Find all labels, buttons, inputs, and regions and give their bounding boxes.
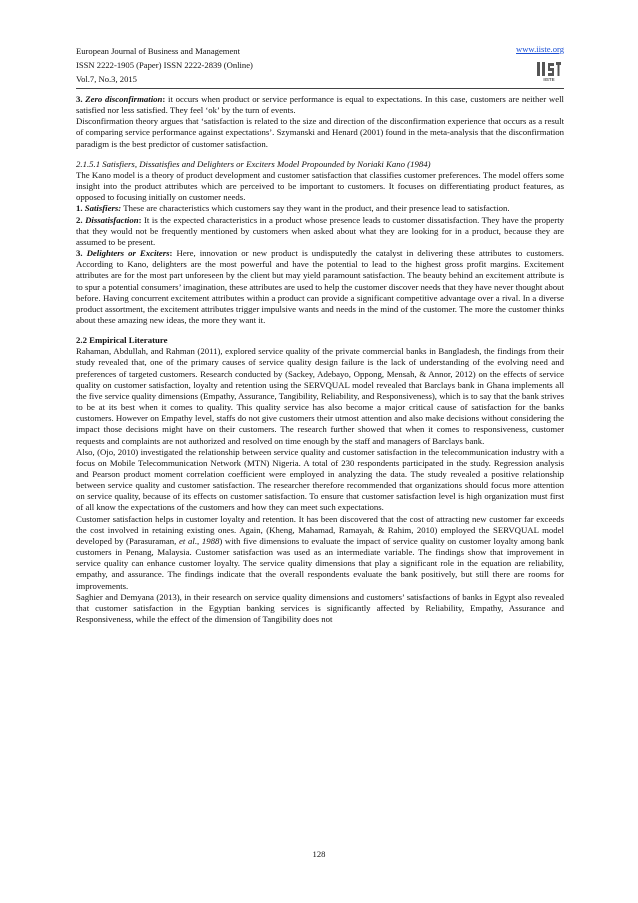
paragraph-satisfiers: 1. Satisfiers: These are characteristics which customers say they want in the product, and their presence lead to satisfaction. bbox=[76, 203, 510, 214]
term: Delighters or Exciters bbox=[86, 248, 170, 259]
running-header bbox=[76, 44, 253, 87]
paragraph-rahaman: Rahaman, Abdullah, and Rahman (2011), explored service quality of the private commercial banks in Bangladesh, the findings from their study revealed that, one of the primary causes of service quality design failure is the lack of understanding of the evolving need and preferences of targeted customers. Research conducted by (Sackey, Adebayo, Oppong, Mensah, & Annor, 2012) on the effects of service quality on customer satisfaction, loyalty and retention using the SERVQUAL model revealed that Barclays bank in Ghana implements all the five service quality dimensions (Empathy, Assurance, Tangibility, Reliability, and Responsiveness), which is to say that the bank strives to be at its best when it comes to quality. This quality service has also become a major critical cause of satisfaction for the banks customers. However on Empathy level, staffs do not give customers their utmost attention and also make decisions without considering the impact those decisions might have on their customers. The research further showed that when it comes to responsiveness, customer requests and complaints are not authorized and resolved on time enough by the staff and managers of Barclays bank. bbox=[76, 346, 564, 446]
paragraph-ojo: Also, (Ojo, 2010) investigated the relationship between service quality and customer satisfaction in the telecommunication industry with a focus on Mobile Telecommunication Network (MTN) Nigeria. A total of 230 respondents participated in the study. Regression analysis and Pearson product moment correlation coefficient were employed in analyzing the data. The study revealed a positive relationship between service quality and customer satisfaction. The researcher therefore recommended that organizations should focus more attention on service quality, because of its effects on customer satisfaction. To ensure that customer satisfaction level is high organization must first of all know the expectations of the customers and how they can meet such expectations. bbox=[76, 446, 564, 513]
journal-url-link[interactable]: www.iiste.org bbox=[516, 44, 564, 54]
paragraph-delighters: 3. Delighters or Exciters: Here, innovation or new product is undisputedly the catalyst in delivering these attributes to customers. According to Kano, delighters are the most powerful and have the potential to lead to the highest gross profit margins. Excitement attributes are for the most part unforeseen by the client but may yield paramount satisfaction. The beauty behind an excitement attribute is to spur a potential consumers’ imagination, these attributes are used to help the customer discover needs that they have never thought about before. Having concurrent excitement attributes within a product can provide a significant competitive advantage over a rival. In a diverse product assortment, the excitement attributes trigger impulsive wants and needs in the mind of the customer. The more the customer thinks about these amazing new ideas, the more they want it. bbox=[76, 248, 564, 325]
issn-line: ISSN 2222-1905 (Paper) ISSN 2222-2839 (Online) bbox=[76, 60, 253, 71]
paragraph-zero-disconfirmation: 3. Zero disconfirmation: it occurs when product or service performance is equal to expectations. In this case, customers are neither well satisfied nor less satisfied. They feel ‘ok’ by the turn of events. bbox=[76, 94, 564, 116]
header-divider bbox=[76, 88, 564, 89]
volume-line: Vol.7, No.3, 2015 bbox=[76, 74, 137, 85]
iiste-logo-icon bbox=[535, 60, 563, 82]
subsection-heading-2-1-5-1: 2.1.5.1 Satisfiers, Dissatisfies and Delighters or Exciters Model Propounded by Noriaki Kano (1984) bbox=[76, 158, 431, 169]
paragraph-saghier: Saghier and Demyana (2013), in their research on service quality dimensions and customers’ satisfactions of banks in Egypt also revealed that customer satisfaction in the Egyptian banking services is significantly affected by Reliability, Empathy, Assurance and Responsiveness, while the effect of the dimension of Tangibility does not bbox=[76, 591, 564, 625]
paragraph-disconfirmation-theory: Disconfirmation theory argues that ‘satisfaction is related to the size and direction of the disconfirmation experience that occurs as a result of comparing service performance against expectations’. Szymanski and Henard (2001) found in the meta-analysis that the disconfirmation paradigm is the best predictor of customer satisfaction. bbox=[76, 116, 564, 149]
paragraph-kheng: Customer satisfaction helps in customer loyalty and retention. It has been discovered that the cost of attracting new customer far exceeds the cost involved in retaining existing ones. Again, (Kheng, Mahamad, Ramayah, & Rahim, 2010) employed the SERVQUAL model developed by (Parasuraman, et al., 1988) with five dimensions to evaluate the impact of service quality on customer loyalty among bank customers in Penang, Malaysia. Customer satisfaction was used as an intermediate variable. The findings show that improvement in service quality can enhance customer loyalty. The service quality dimensions that play a significant role in the equation are reliability, empathy, and assurance. The findings indicate that the overall respondents evaluate the bank positively, but still there are rooms for improvements. bbox=[76, 513, 565, 591]
logo-text: IISTE bbox=[543, 77, 555, 82]
paragraph-kano-model: The Kano model is a theory of product development and customer satisfaction that classifies customer preferences. The model offers some insight into the product attributes which are perceived to be important to customers. It focuses on differentiating product features, as opposed to focusing initially on customer needs. bbox=[76, 169, 564, 203]
article-body bbox=[76, 94, 564, 625]
section-heading-2-2: 2.2 Empirical Literature bbox=[76, 335, 168, 346]
term: Dissatisfaction bbox=[85, 214, 139, 225]
term: Satisfiers: bbox=[84, 203, 122, 214]
term: Zero disconfirmation bbox=[85, 94, 163, 104]
journal-name: European Journal of Business and Management bbox=[76, 46, 240, 56]
paragraph-dissatisfaction: 2. Dissatisfaction: It is the expected characteristics in a product whose presence leads to customer dissatisfaction. They have the property that they would not be frequently mentioned by customers when asked about what they are looking for in a product, because they are assumed to be present. bbox=[76, 214, 565, 247]
page-number: 128 bbox=[312, 849, 326, 859]
